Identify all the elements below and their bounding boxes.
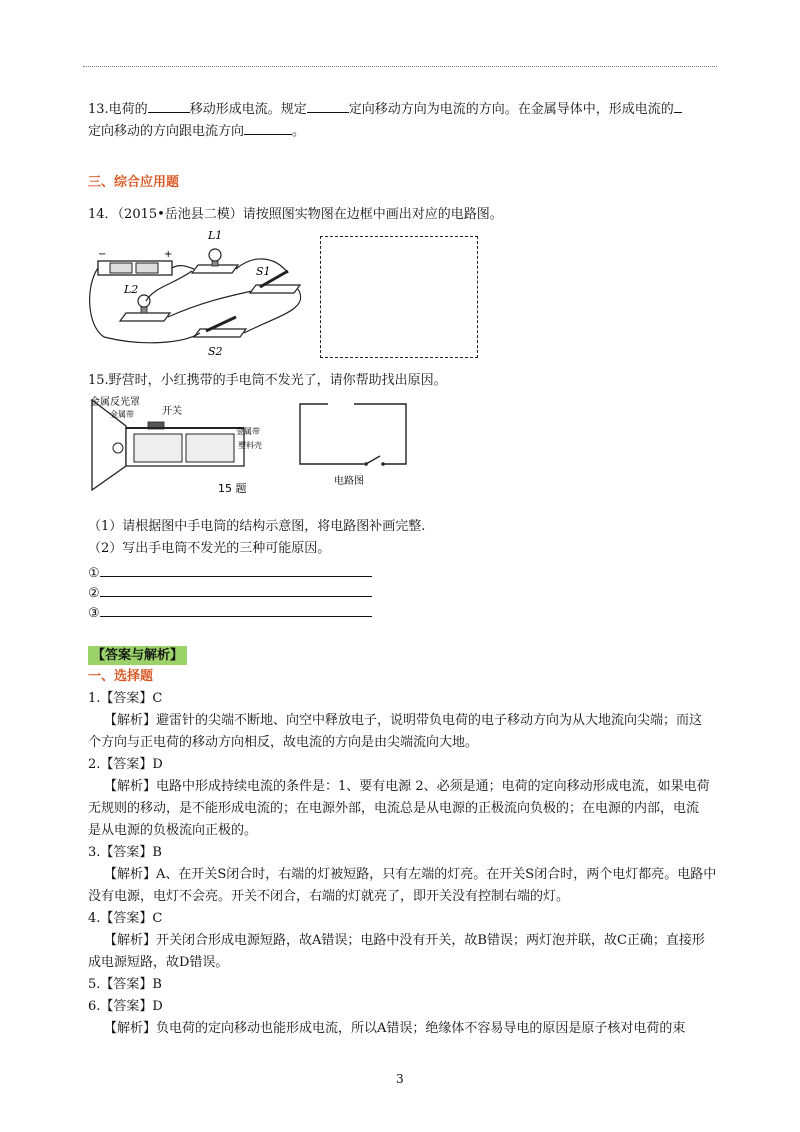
- section-heading-3: 三、综合应用题: [88, 175, 180, 190]
- q13-line1: 13.电荷的 移动形成电流。规定 定向移动方向为电流的方向。在金属导体中，形成电流的: [88, 100, 682, 119]
- label-strip-right: 金属带: [236, 427, 260, 436]
- answer-line: 成电源短路，故D错误。: [88, 955, 229, 970]
- answer-line: 没有电源，电灯不会亮。开关不闭合，右端的灯就亮了，即开关没有控制右端的灯。: [88, 889, 570, 904]
- answer-line: 【解析】开关闭合形成电源短路，故A错误；电路中没有开关，故B错误；两灯泡并联，故C正确；直接形: [104, 933, 705, 948]
- blank[interactable]: [674, 100, 682, 113]
- label-s1: S1: [256, 265, 271, 278]
- q15-text: 15.野营时，小红携带的手电筒不发光了，请你帮助找出原因。: [88, 373, 447, 388]
- answer-line: 5.【答案】B: [88, 977, 162, 992]
- svg-text:+: +: [164, 249, 173, 260]
- svg-text:−: −: [98, 249, 107, 260]
- q14-answer-box[interactable]: [320, 236, 478, 358]
- label-s2: S2: [208, 345, 223, 358]
- answer-line: 【解析】A、在开关S闭合时，右端的灯被短路，只有左端的灯亮。在开关S闭合时，两个电灯都亮。电路中: [104, 867, 717, 882]
- q14-real-circuit-figure: [84, 225, 310, 359]
- answer-line: 【解析】负电荷的定向移动也能形成电流，所以A错误；绝缘体不容易导电的原因是原子核对电荷的束: [104, 1021, 686, 1036]
- label-circuit: 电路图: [334, 476, 364, 487]
- q15-blank-3[interactable]: ③: [88, 604, 372, 623]
- q15-sub1: （1）请根据图中手电筒的结构示意图，将电路图补画完整.: [88, 519, 426, 534]
- page-number: 3: [396, 1072, 404, 1086]
- header-rule: [83, 66, 717, 67]
- label-plastic: 塑料壳: [238, 441, 262, 450]
- q14-text: 14．（2015•岳池县二模）请按照图实物图在边框中画出对应的电路图。: [88, 207, 503, 222]
- blank[interactable]: [307, 100, 349, 113]
- blank[interactable]: [148, 100, 190, 113]
- answer-line: 是从电源的负极流向正极的。: [88, 823, 258, 838]
- answer-line: 无规则的移动，是不能形成电流的；在电源外部，电流总是从电源的正极流向负极的；在电源的内部，电流: [88, 801, 700, 816]
- answer-line: 【解析】电路中形成持续电流的条件是：1、要有电源 2、必须是通；电荷的定向移动形成电流，如果电荷: [104, 779, 710, 794]
- answer-line: 2.【答案】D: [88, 757, 163, 772]
- answer-line: 【解析】避雷针的尖端不断地、向空中释放电子，说明带负电荷的电子移动方向为从大地流向尖端；而这: [104, 713, 703, 728]
- answers-section-1: 一、选择题: [88, 669, 154, 684]
- label-reflector: 金属反光罩: [90, 397, 140, 408]
- fig-caption: 15 题: [218, 482, 247, 495]
- blank[interactable]: [244, 122, 292, 135]
- q15-flashlight-figure: [88, 392, 410, 498]
- answer-line: 1.【答案】C: [88, 691, 163, 706]
- q15-sub2: （2）写出手电筒不发光的三种可能原因。: [88, 541, 331, 556]
- label-l1: L1: [208, 229, 223, 242]
- answer-line: 3.【答案】B: [88, 845, 162, 860]
- label-l2: L2: [124, 283, 139, 296]
- answer-line: 6.【答案】D: [88, 999, 163, 1014]
- label-strip-top: 金属带: [110, 410, 134, 419]
- label-switch: 开关: [162, 406, 182, 417]
- answer-line: 个方向与正电荷的移动方向相反，故电流的方向是由尖端流向大地。: [88, 735, 479, 750]
- answer-line: 4.【答案】C: [88, 911, 163, 926]
- q15-blank-2[interactable]: ②: [88, 584, 372, 603]
- q15-blank-1[interactable]: ①: [88, 564, 372, 583]
- answers-tag: 【答案与解析】: [88, 646, 187, 665]
- q13-line2: 定向移动的方向跟电流方向 。: [88, 124, 306, 139]
